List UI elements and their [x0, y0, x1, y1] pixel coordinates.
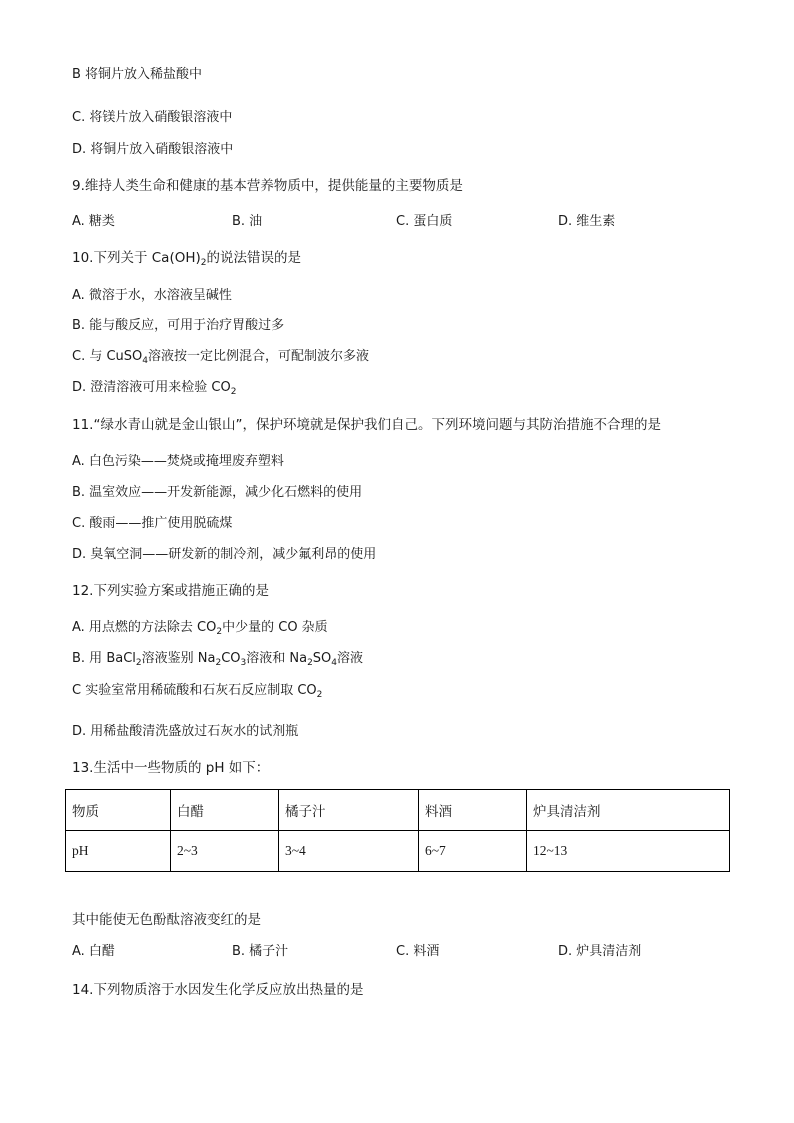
table-cell: 物质	[66, 790, 171, 831]
q9-stem: 9.维持人类生命和健康的基本营养物质中，提供能量的主要物质是	[72, 178, 463, 194]
q14-stem: 14.下列物质溶于水因发生化学反应放出热量的是	[72, 982, 364, 998]
q13-options	[72, 943, 732, 961]
q13-option-c: C. 料酒	[396, 944, 440, 959]
q12-option-d: D. 用稀盐酸清洗盛放过石灰水的试剂瓶	[72, 724, 299, 739]
table-cell: pH	[66, 831, 171, 872]
q10-option-c: C. 与 CuSO$_4$溶液按一定比例混合，可配制波尔多液	[72, 349, 370, 366]
q10-stem: 10.下列关于 $Ca(OH)_2$的说法错误的是	[72, 250, 302, 268]
table-cell: 料酒	[419, 790, 527, 831]
q10-option-a: A. 微溶于水，水溶液呈碱性	[72, 288, 232, 303]
q13-question: 其中能使无色酚酞溶液变红的是	[72, 912, 261, 928]
q10-option-b: B. 能与酸反应，可用于治疗胃酸过多	[72, 318, 285, 333]
q13-option-d: D. 炉具清洁剂	[558, 944, 642, 959]
q8-option-b: B 将铜片放入稀盐酸中	[72, 67, 203, 82]
q8-option-d: D. 将铜片放入硝酸银溶液中	[72, 142, 234, 157]
q13-option-a: A. 白醋	[72, 944, 115, 959]
q9-option-b: B. 油	[232, 214, 263, 229]
q13-option-b: B. 橘子汁	[232, 944, 289, 959]
q12-stem: 12.下列实验方案或措施正确的是	[72, 583, 269, 599]
table-cell: 2~3	[171, 831, 279, 872]
table-cell: 6~7	[419, 831, 527, 872]
q11-option-d: D. 臭氧空洞——研发新的制冷剂，减少氟利昂的使用	[72, 547, 377, 562]
q9-option-c: C. 蛋白质	[396, 214, 453, 229]
table-cell: 白醋	[171, 790, 279, 831]
q9-options	[72, 213, 732, 231]
q9-option-a: A. 糖类	[72, 214, 115, 229]
q11-option-a: A. 白色污染——焚烧或掩埋废弃塑料	[72, 454, 284, 469]
table-cell: 3~4	[279, 831, 419, 872]
q10-option-d: D. 澄清溶液可用来检验 $CO_2$	[72, 380, 237, 397]
q8-option-c: C. 将镁片放入硝酸银溶液中	[72, 110, 233, 125]
q12-option-c: C 实验室常用稀硫酸和石灰石反应制取 $CO_2$	[72, 683, 323, 700]
table-row	[66, 790, 730, 831]
q11-stem: 11.“绿水青山就是金山银山”，保护环境就是保护我们自己。下列环境问题与其防治措施不合理的是	[72, 417, 661, 433]
q11-option-c: C. 酸雨——推广使用脱硫煤	[72, 516, 233, 531]
q9-option-d: D. 维生素	[558, 214, 616, 229]
ph-table	[65, 789, 730, 872]
table-cell: 炉具清洁剂	[527, 790, 730, 831]
table-cell: 橘子汁	[279, 790, 419, 831]
q12-option-b: B. 用 BaCl$_2$溶液鉴别 $Na_2CO_3$溶液和 $Na_2SO_4$溶液	[72, 651, 364, 668]
table-row	[66, 831, 730, 872]
q11-option-b: B. 温室效应——开发新能源，减少化石燃料的使用	[72, 485, 363, 500]
table-cell: 12~13	[527, 831, 730, 872]
q12-option-a: A. 用点燃的方法除去 $CO_2$中少量的 CO 杂质	[72, 620, 328, 637]
q13-stem: 13.生活中一些物质的 pH 如下：	[72, 760, 270, 776]
